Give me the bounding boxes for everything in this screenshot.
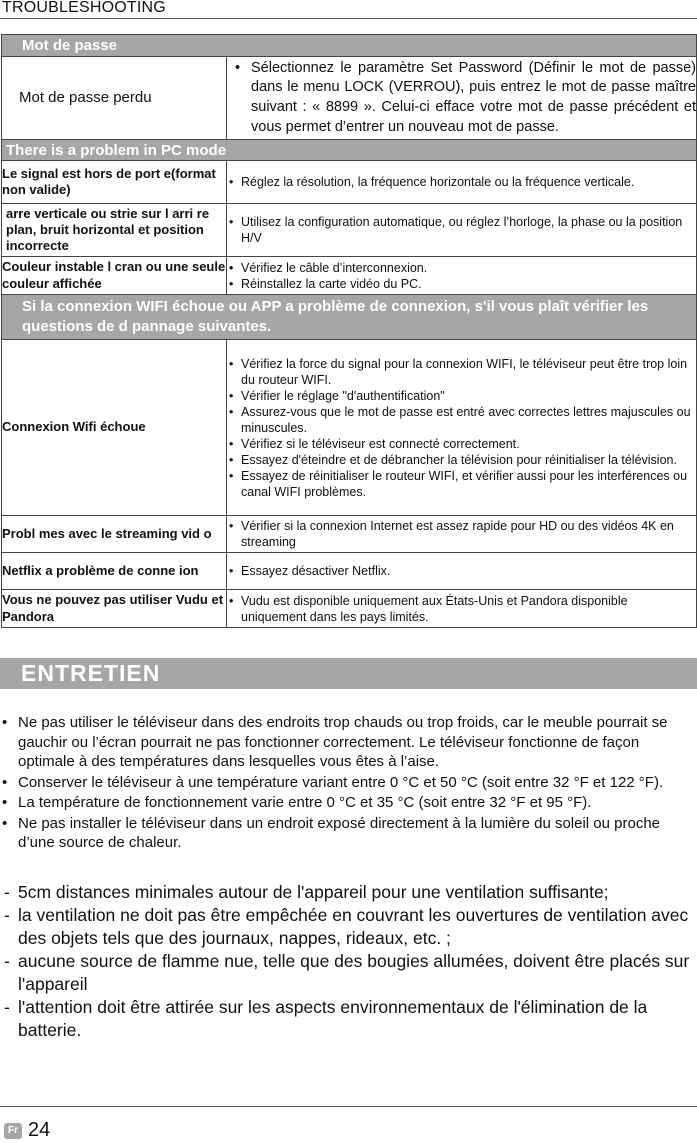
list-item: - 5cm distances minimales autour de l'appareil pour une ventilation suffisante;	[4, 882, 609, 902]
list-item: • Ne pas installer le téléviseur dans un endroit exposé directement à la lumière du soleil ou proche d’une source de chaleur.	[2, 814, 661, 851]
solution-item: • Réinstallez la carte vidéo du PC.	[229, 276, 422, 291]
wifi-problem-netflix: Netflix a problème de conne ion	[2, 553, 227, 590]
list-item: • Ne pas utiliser le téléviseur dans des endroits trop chauds ou trop froids, car le meuble pourrait se gauchir ou l’écran pourrait ne pas fonctionner correctement. Le téléviseur fonctionne de façon optimale à des températures dans lesquelles vous êtes à l’aise.	[2, 714, 668, 770]
wifi-section-header: Si la connexion WIFI échoue ou APP a problème de connexion, s'il vous plaît vérifier les questions de d pannage suivantes.	[2, 295, 697, 340]
solution-item: • Réglez la résolution, la fréquence horizontale ou la fréquence verticale.	[229, 175, 635, 189]
maintenance-title: ENTRETIEN	[21, 660, 161, 686]
solution-item: • Essayez d'éteindre et de débrancher la télévision pour réinitialiser la télévision.	[229, 452, 677, 467]
password-solution: • Sélectionnez le paramètre Set Password (Définir le mot de passe) dans le menu LOCK (VERROU), puis entrez le mot de passe maître suivant : « 8899 ». Celui-ci efface votre mot de passe précédent et vous permet d’entrer un nouveau mot de passe.	[235, 59, 696, 135]
list-item: - aucune source de flamme nue, telle que des bougies allumées, doivent être placés sur l'appareil	[4, 951, 690, 994]
troubleshooting-table	[1, 34, 697, 628]
ventilation-dash-list	[4, 881, 694, 1042]
wifi-solution-cell	[227, 590, 697, 628]
solution-item: • Essayez désactiver Netflix.	[229, 564, 391, 578]
solution-item: • Assurez-vous que le mot de passe est entré avec correctes lettres majuscules ou minuscules.	[229, 404, 691, 435]
solution-item: • Vudu est disponible uniquement aux États-Unis et Pandora disponible uniquement dans les pays limités.	[229, 593, 628, 624]
pc-problem-unstable-color: Couleur instable l cran ou une seule couleur affichée	[2, 257, 227, 295]
footer-divider	[0, 1106, 697, 1107]
pc-problem-vertical-bar: arre verticale ou strie sur l arri re plan, bruit horizontal et position incorrecte	[2, 204, 227, 257]
wifi-problem-vudu: Vous ne pouvez pas utiliser Vudu et Pandora	[2, 590, 227, 628]
list-item: - l'attention doit être attirée sur les aspects environnementaux de l'élimination de la batterie.	[4, 997, 648, 1040]
password-solution-cell	[227, 57, 697, 140]
wifi-problem-streaming: Probl mes avec le streaming vid o	[2, 516, 227, 553]
solution-item: • Utilisez la configuration automatique, ou réglez l’horloge, la phase ou la position H/V	[229, 215, 683, 245]
page-number: 24	[28, 1119, 51, 1141]
list-item: - la ventilation ne doit pas être empêchée en couvrant les ouvertures de ventilation avec des objets tels que des journaux, nappes, rideaux, etc. ;	[4, 905, 689, 948]
pc-solution-cell	[227, 204, 697, 257]
list-item: • La température de fonctionnement varie entre 0 °C et 35 °C (soit entre 32 °F et 95 °F).	[2, 794, 592, 811]
wifi-solution-cell	[227, 553, 697, 590]
pc-solution-cell	[227, 257, 697, 295]
solution-item: • Vérifier le réglage "d'authentification"	[229, 388, 445, 403]
maintenance-bullet-list	[0, 713, 680, 854]
wifi-solution-cell	[227, 340, 697, 516]
solution-item: • Vérifiez la force du signal pour la connexion WIFI, le téléviseur peut être trop loin du routeur WIFI.	[229, 356, 688, 387]
solution-item: • Vérifiez si le téléviseur est connecté correctement.	[229, 436, 520, 451]
list-item: • Conserver le téléviseur à une température variant entre 0 °C et 50 °C (soit entre 32 °F et 122 °F).	[2, 773, 664, 791]
solution-item: • Vérifiez le câble d’interconnexion.	[229, 260, 428, 275]
pc-solution-cell	[227, 161, 697, 204]
password-problem: Mot de passe perdu	[2, 57, 227, 140]
pc-section-header: There is a problem in PC mode	[2, 140, 697, 161]
password-section-header: Mot de passe	[2, 35, 697, 57]
wifi-problem-connection: Connexion Wifi échoue	[2, 340, 227, 516]
solution-item: • Essayez de réinitialiser le routeur WIFI, et vérifier aussi pour les interférences ou canal WIFI problèmes.	[229, 468, 688, 499]
page-header	[0, 0, 697, 19]
section-title: TROUBLESHOOTING	[2, 0, 166, 16]
solution-item: • Vérifier si la connexion Internet est assez rapide pour HD ou des vidéos 4K en streaming	[229, 519, 674, 549]
language-badge: Fr	[4, 1123, 22, 1139]
pc-problem-out-of-range: Le signal est hors de port e(format non valide)	[2, 161, 227, 204]
wifi-solution-cell	[227, 516, 697, 553]
maintenance-section-header	[0, 658, 697, 689]
